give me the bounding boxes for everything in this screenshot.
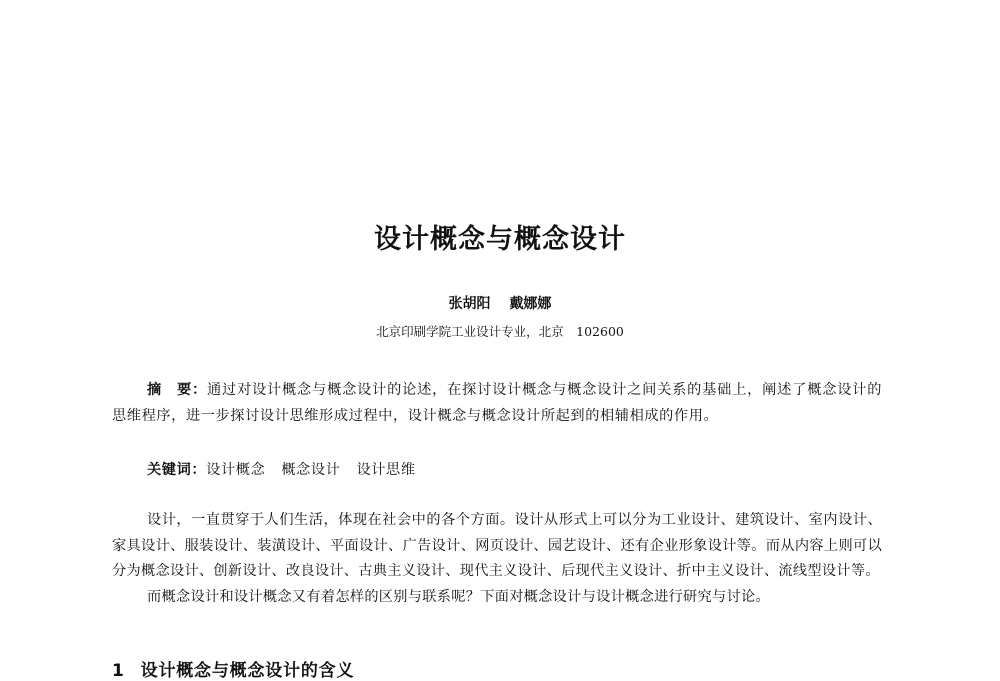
section-number: 1	[112, 661, 125, 681]
body-paragraph: 而概念设计和设计概念又有着怎样的区别与联系呢？下面对概念设计与设计概念进行研究与讨论。	[147, 588, 770, 605]
abstract	[112, 378, 882, 429]
abstract-text: 通过对设计概念与概念设计的论述，在探讨设计概念与概念设计之间关系的基础上，阐述了概念设计的思维程序，进一步探讨设计思维形成过程中，设计概念与概念设计所起到的相辅相成的作用。	[112, 382, 882, 424]
keywords	[147, 459, 432, 479]
body-paragraph: 设计，一直贯穿于人们生活，体现在社会中的各个方面。设计从形式上可以分为工业设计、建筑设计、室内设计、家具设计、服装设计、装潢设计、平面设计、广告设计、网页设计、园艺设计、还有企业形象设计等。而从内容上则可以分为概念设计、创新设计、改良设计、古典主义设计、现代主义设计、后现代主义设计、折中主义设计、流线型设计等。	[112, 512, 882, 579]
keyword: 概念设计	[281, 462, 341, 478]
abstract-label: 摘 要：	[147, 382, 208, 398]
body-text	[112, 508, 882, 610]
section-heading	[112, 656, 354, 681]
keyword: 设计概念	[206, 462, 266, 478]
author-name: 戴娜娜	[509, 296, 552, 312]
author-list	[0, 293, 1000, 313]
paper-title: 设计概念与概念设计	[374, 224, 626, 255]
keyword: 设计思维	[356, 462, 416, 478]
author-name: 张胡阳	[448, 296, 491, 312]
affiliation: 北京印刷学院工业设计专业，北京 102600	[376, 324, 624, 339]
section-title: 设计概念与概念设计的含义	[140, 661, 355, 681]
keywords-label: 关键词：	[147, 462, 207, 478]
